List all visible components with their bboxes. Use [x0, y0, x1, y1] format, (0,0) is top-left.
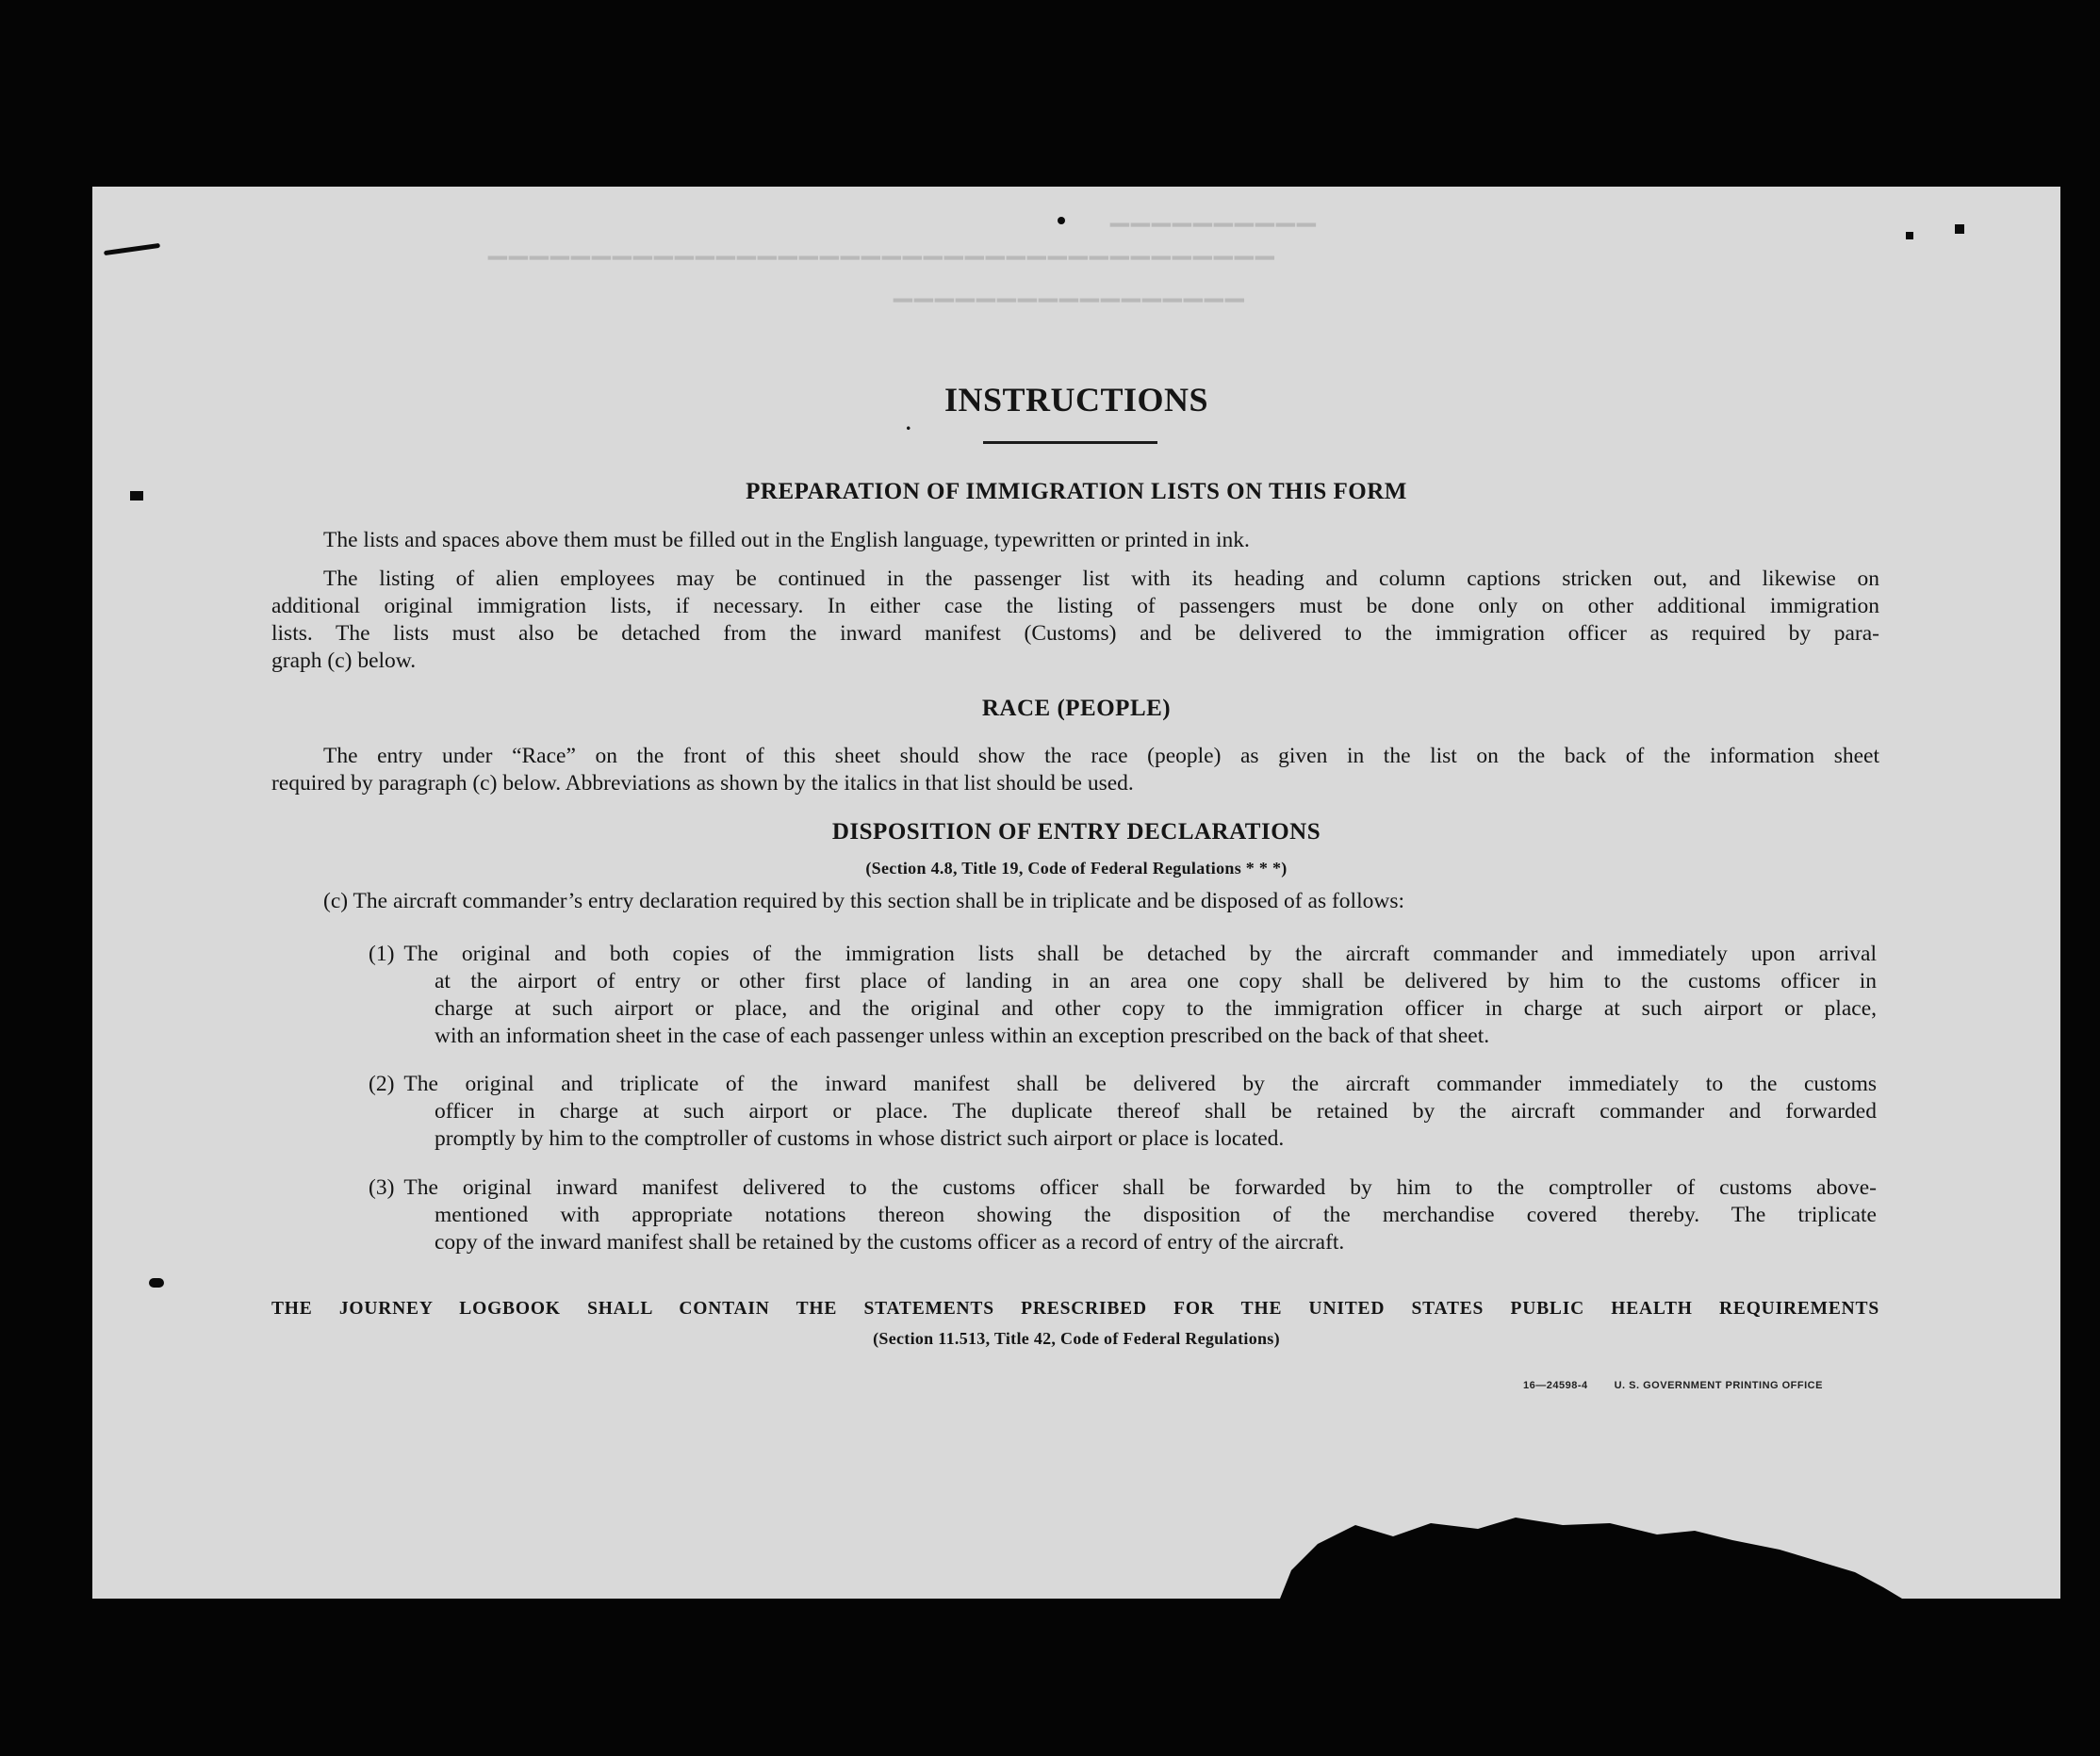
citation-title-42: (Section 11.513, Title 42, Code of Federal Regulations) [873, 1329, 1280, 1348]
list-item-text: The original and both copies of the immigration lists shall be detached by the aircraft commander and immediately upon arrival [403, 942, 1877, 966]
list-item-line: officer in charge at such airport or place. The duplicate thereof shall be retained by the aircraft commander and forwarded [435, 1099, 1877, 1124]
list-item-number: (2) [369, 1072, 395, 1096]
stray-mark [104, 243, 160, 255]
page-title: INSTRUCTIONS [943, 381, 1209, 418]
bleed-through-text: ▔▔▔▔▔▔▔▔▔▔▔▔▔▔▔▔▔ [894, 300, 1246, 327]
title-underline [983, 441, 1157, 444]
stray-mark [149, 1278, 164, 1288]
stray-mark [1955, 224, 1964, 234]
paragraph-lists-language [271, 527, 1879, 554]
form-number: 16—24598-4 [1523, 1380, 1588, 1391]
list-item-line [369, 1071, 1877, 1098]
heading-disposition: DISPOSITION OF ENTRY DECLARATIONS [831, 819, 1321, 845]
list-item [369, 1174, 1877, 1256]
list-item [369, 1071, 1877, 1153]
list-item-number: (3) [369, 1175, 395, 1200]
list-item-line: mentioned with appropriate notations thereon showing the disposition of the merchandise covered thereby. The triplicate [435, 1203, 1877, 1227]
printing-office: U. S. GOVERNMENT PRINTING OFFICE [1614, 1380, 1823, 1391]
citation-title-19: (Section 4.8, Title 19, Code of Federal Regulations * * *) [865, 859, 1288, 878]
paragraph-line: additional original immigration lists, if necessary. In either case the listing of passengers must be done only on other additional immigration [271, 594, 1879, 618]
stray-mark [1058, 217, 1065, 224]
bleed-through-text: ▔▔▔▔▔▔▔▔▔▔▔▔▔▔▔▔▔▔▔▔▔▔▔▔▔▔▔▔▔▔▔▔▔▔▔▔▔▔ [488, 257, 1276, 285]
heading-race: RACE (PEOPLE) [981, 696, 1172, 721]
list-item-line: with an information sheet in the case of each passenger unless within an exception prescribed on the back of that sheet. [435, 1024, 1490, 1048]
stray-mark [1906, 232, 1913, 239]
list-item-text: The original inward manifest delivered to the customs officer shall be forwarded by him to the comptroller of customs above- [403, 1175, 1877, 1200]
list-item-line: at the airport of entry or other first place of landing in an area one copy shall be delivered by him to the customs officer in [435, 969, 1877, 993]
document-page [92, 187, 2060, 1599]
title-bullet: . [906, 411, 911, 435]
list-item-line: charge at such airport or place, and the original and other copy to the immigration officer in charge at such airport or place, [435, 996, 1877, 1021]
bleed-through-text: ▔▔▔▔▔▔▔▔▔▔ [1110, 224, 1318, 252]
paragraph-race [271, 743, 1879, 797]
list-item-line: promptly by him to the comptroller of customs in whose district such airport or place is located. [435, 1126, 1285, 1151]
paragraph-line: required by paragraph (c) below. Abbreviations as shown by the italics in that list should be used. [271, 771, 1134, 796]
paragraph-line: The listing of alien employees may be continued in the passenger list with its heading and column captions stricken out, and likewise on [323, 566, 1879, 591]
paragraph-line: The entry under “Race” on the front of this sheet should show the race (people) as given in the list on the back of the information sheet [323, 744, 1879, 768]
list-item-line [369, 941, 1877, 968]
printer-imprint [1523, 1380, 1849, 1391]
paragraph-line: The lists and spaces above them must be filled out in the English language, typewritten or printed in ink. [323, 528, 1250, 552]
clause-c: (c) The aircraft commander’s entry declaration required by this section shall be in triplicate and be disposed of as follows: [323, 889, 1404, 913]
paragraph-line: lists. The lists must also be detached from the inward manifest (Customs) and be delivered to the immigration officer as required by para- [271, 621, 1879, 646]
heading-immigration-lists: PREPARATION OF IMMIGRATION LISTS ON THIS FORM [746, 479, 1407, 504]
paragraph-line: graph (c) below. [271, 648, 417, 673]
list-item [369, 941, 1877, 1050]
logbook-statement: THE JOURNEY LOGBOOK SHALL CONTAIN THE STATEMENTS PRESCRIBED FOR THE UNITED STATES PUBLIC HEALTH REQUIREMENTS [271, 1299, 1879, 1319]
list-item-line: copy of the inward manifest shall be retained by the customs officer as a record of entry of the aircraft. [435, 1230, 1345, 1255]
list-item-line [369, 1174, 1877, 1202]
list-item-text: The original and triplicate of the inward manifest shall be delivered by the aircraft commander immediately to the customs [403, 1072, 1877, 1096]
list-item-number: (1) [369, 942, 395, 966]
paragraph-alien-employees [271, 566, 1879, 675]
